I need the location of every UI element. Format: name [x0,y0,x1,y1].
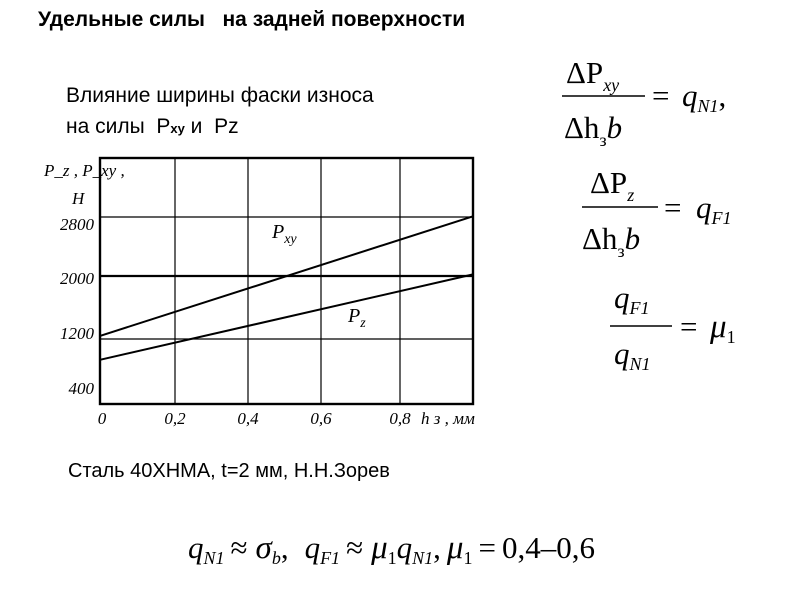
x-tick-label: 0,6 [310,409,332,428]
y-tick-label: 2800 [60,215,94,234]
f2-equals: = [664,190,682,225]
description-prefix: на силы P [66,115,171,138]
chart-grid [100,158,473,404]
f3-equals: = [680,309,698,344]
f2-numerator: $\Delta P_z$ [590,165,635,205]
f2-denominator: $\Delta h_зb$ [582,221,641,261]
x-tick-label: 0,4 [237,409,259,428]
y-tick-label: 2000 [60,269,94,288]
description-line-1: Влияние ширины фаски износа [66,84,374,107]
series-label-Pxy: $P_{xy}$ [272,221,297,247]
y-tick-label: 1200 [60,324,94,343]
f1-rhs: qN1, [682,78,727,116]
f1-denominator: $\Delta h_зb$ [564,110,623,150]
series-label-Pz: $P_z$ [348,305,366,331]
description-subscript: xy [170,121,185,136]
x-axis-label: h з , мм [421,409,475,428]
f2-rhs: qF1 [696,190,732,228]
caption-material: Сталь 40ХНМА, t=2 мм, Н.Н.Зорев [68,460,390,482]
page-title: Удельные силы на задней поверхности [38,8,466,31]
f3-numerator: qF1 [614,280,650,318]
x-tick-label: 0,8 [389,409,411,428]
f1-equals: = [652,78,670,113]
x-tick-label: 0,2 [164,409,186,428]
y-axis-label: P_z , P_xy , [44,161,125,180]
y-axis-unit: H [72,189,85,208]
x-tick-label: 0 [97,409,107,428]
f3-denominator: qN1 [614,336,651,374]
y-tick-label: 400 [68,379,94,398]
f3-rhs: μ1 [710,309,736,347]
bottom-formula-text: qN1 ≈ σb, qF1 ≈ μ1qN1, μ1 = 0,4–0,6 [188,530,595,568]
plot-frame [100,158,473,404]
f1-numerator: $\Delta P_{xy}$ [566,55,620,95]
description-suffix: и Pz [184,115,239,138]
chart-labels [43,161,475,428]
